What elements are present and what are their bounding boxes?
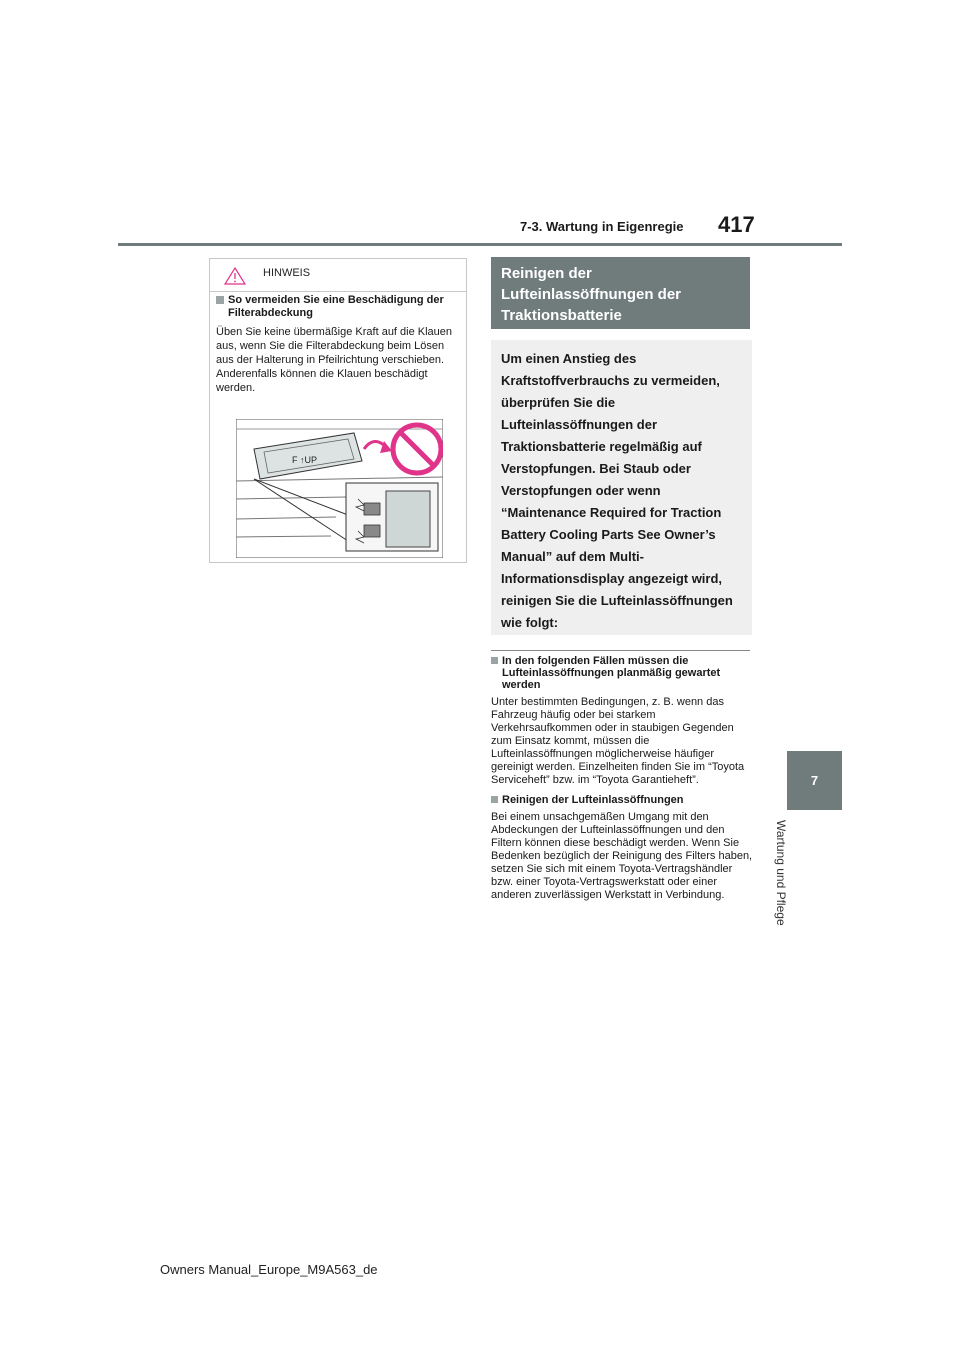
page-number: 417 (718, 212, 755, 237)
notice-body (216, 294, 462, 395)
chapter-side-label (774, 820, 810, 1020)
subsection-text: Bei einem unsachgemäßen Umgang mit den Abdeckungen der Lufteinlassöffnungen und den Filtern können diese beschädigt werden. Wenn Sie Bedenken bezüglich der Reinigung des Filters haben, setzen Sie sich mit einem Toyota-Vertragshändler bzw. einer Toyota-Vertragswerkstatt oder einer anderen zuverlässigen Werkstatt in Verbindung. (491, 811, 753, 901)
section-divider (491, 650, 750, 651)
notice-label: HINWEIS (263, 267, 311, 279)
chapter-tab (787, 751, 842, 810)
intro-box: Um einen Anstieg des Kraftstoffverbrauchs zu vermeiden, überprüfen Sie die Lufteinlassöffnungen der Traktionsbatterie regelmäßig auf Verstopfungen. Bei Staub oder Verstopfungen oder wenn “Maintenance Required for Traction Battery Cooling Parts See Owner’s Manual” auf dem Multi-Informationsdisplay angezeigt wird, reinigen Sie die Lufteinlassöffnungen wie folgt: (491, 340, 752, 635)
notice-header (210, 259, 466, 292)
notice-heading-text: So vermeiden Sie eine Beschädigung der Filterabdeckung (228, 294, 444, 319)
header-divider (118, 243, 842, 246)
subsection-heading-text: Reinigen der Lufteinlassöffnungen (502, 794, 684, 806)
notice-text: Üben Sie keine übermäßige Kraft auf die Klauen aus, wenn Sie die Filterabdeckung beim Lösen aus der Halterung in Pfeilrichtung verschieben. Anderenfalls können die Klauen beschädigt werden. (216, 326, 453, 394)
chapter-number: 7 (810, 773, 819, 788)
subsection-heading (491, 794, 753, 806)
subsection-heading-text: In den folgenden Fällen müssen die Lufteinlassöffnungen planmäßig gewartet werden (502, 655, 721, 691)
square-bullet-icon (491, 657, 498, 664)
subsection-text: Unter bestimmten Bedingungen, z. B. wenn das Fahrzeug häufig oder bei starkem Verkehrsaufkommen oder in staubigen Gegenden zum Einsatz kommt, müssen die Lufteinlassöffnungen möglicherweise häufiger gereinigt werden. Einzelheiten finden Sie im “Toyota Serviceheft” bzw. im “Toyota Garantieheft”. (491, 696, 745, 786)
subsection-list (491, 655, 753, 902)
warning-triangle-icon (224, 267, 246, 285)
square-bullet-icon (491, 796, 498, 803)
footer-text: Owners Manual_Europe_M9A563_de (160, 1262, 378, 1277)
notice-box (209, 258, 467, 563)
subsection-heading (491, 655, 753, 691)
section-title: 7-3. Wartung in Eigenregie (520, 219, 684, 234)
filter-cover-label: F ↑UP (292, 455, 318, 465)
chapter-title: Wartung und Pflege (774, 820, 788, 926)
filter-cover-illustration (236, 419, 443, 558)
notice-heading (216, 294, 462, 320)
section-heading: Reinigen der Lufteinlassöffnungen der Traktionsbatterie (491, 257, 750, 329)
square-bullet-icon (216, 296, 224, 304)
